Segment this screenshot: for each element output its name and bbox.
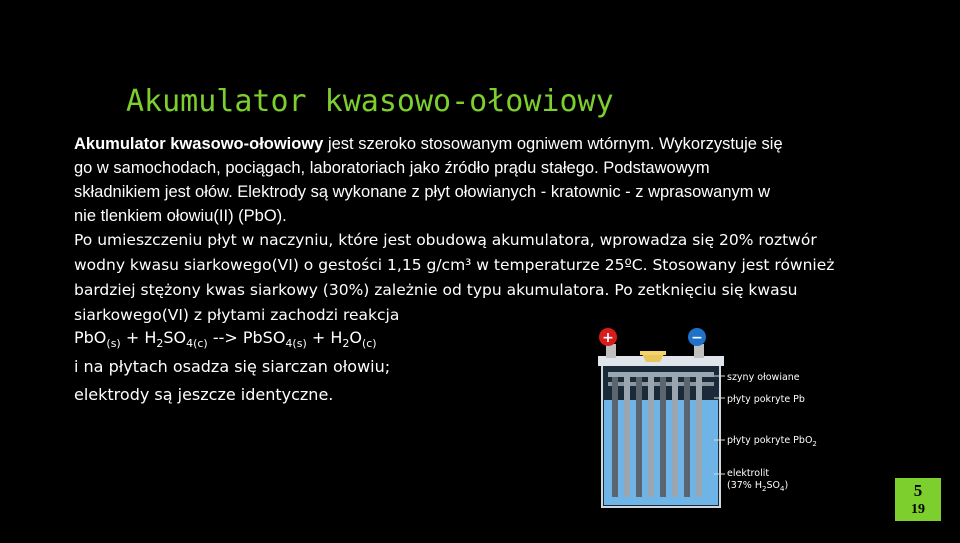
label-electrolyte: elektrolit (727, 468, 770, 479)
label-pbo2-plates: płyty pokryte PbO$_2$ (727, 435, 817, 448)
formula-sub-4c: 4(c) (186, 337, 208, 351)
formula-arrow-pbso: --> PbSO (207, 328, 286, 347)
page-counter (895, 478, 941, 521)
intro-line-1: jest szeroko stosowanym ogniwem wtórnym. Wykorzystuje się (323, 135, 783, 153)
process-line-2: wodny kwasu siarkowego(VI) o gestości 1,15 g/cm³ w temperaturze 25ºC. Stosowany jest również (74, 256, 835, 274)
process-line-1: Po umieszczeniu płyt w naczyniu, które jest obudową akumulatora, wprowadza się 20% roztwór (74, 231, 817, 249)
intro-line-3: składnikiem jest ołów. Elektrody są wykonane z płyt ołowianych - kratownic - z wprasowanym w (74, 183, 771, 201)
label-rails: szyny ołowiane (727, 372, 800, 383)
battery-diagram (590, 322, 832, 510)
page-total: 19 (911, 502, 925, 517)
after-line-2: elektrody są jeszcze identyczne. (74, 385, 334, 404)
label-concentration: (37% $H_2SO_4$) (727, 480, 789, 493)
formula-plus-h: + H (120, 328, 157, 347)
intro-bold-term: Akumulator kwasowo-ołowiowy (74, 135, 324, 153)
intro-line-4: nie tlenkiem ołowiu(II) (PbO). (74, 207, 287, 225)
formula-plus-h2: + H (306, 328, 343, 347)
paragraph-process (74, 228, 904, 328)
formula-sub-2b: 2 (342, 337, 350, 351)
page-current: 5 (913, 481, 923, 500)
formula-so: SO (163, 328, 187, 347)
positive-terminal (606, 344, 616, 358)
minus-symbol: − (691, 330, 703, 346)
filler-cap-top (640, 351, 666, 355)
formula-o: O (349, 328, 362, 347)
negative-terminal (694, 344, 704, 358)
paragraph-intro (74, 132, 904, 228)
formula-sub-4s: 4(s) (285, 337, 307, 351)
process-line-4: siarkowego(VI) z płytami zachodzi reakcja (74, 306, 400, 324)
slide-title: Akumulator kwasowo-ołowiowy (126, 84, 614, 119)
formula-sub-c: (c) (361, 337, 377, 351)
formula-sub-s: (s) (106, 337, 121, 351)
formula-pbo: PbO (74, 328, 107, 347)
process-line-3: bardziej stężony kwas siarkowy (30%) zależnie od typu akumulatora. Po zetknięciu się kwasu (74, 281, 798, 299)
plus-symbol: + (602, 330, 614, 346)
intro-line-2: go w samochodach, pociągach, laboratoriach jako źródło prądu stałego. Podstawowym (74, 159, 710, 177)
label-pb-plates: płyty pokryte Pb (727, 394, 805, 405)
reaction-formula (74, 328, 377, 350)
after-line-1: i na płytach osadza się siarczan ołowiu; (74, 357, 391, 376)
lead-rail (608, 372, 714, 377)
formula-sub-2: 2 (156, 337, 164, 351)
